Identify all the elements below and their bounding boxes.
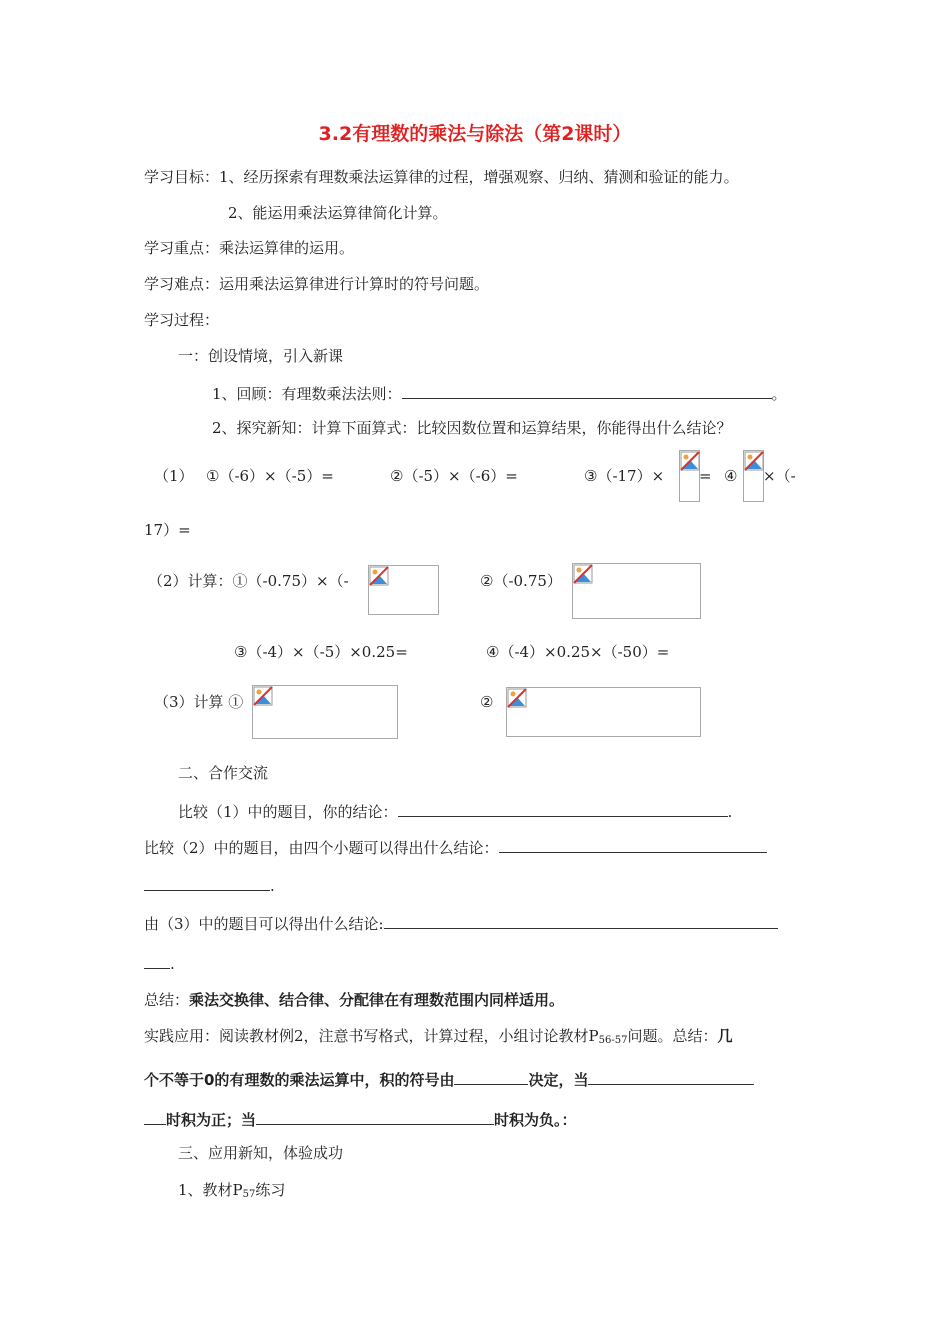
practice-rest: 问题。总结： — [627, 1027, 718, 1045]
compare-1-line — [178, 800, 732, 822]
answer-blank[interactable] — [454, 1068, 528, 1085]
compare-2-wrap — [144, 874, 275, 896]
difficulty: 学习难点：运用乘法运算律进行计算时的符号问题。 — [144, 275, 490, 293]
broken-image-icon — [253, 686, 273, 706]
page-title: 3.2有理数的乘法与除法（第2课时） — [318, 123, 632, 145]
problem-1c: ③（-17）× — [584, 467, 665, 485]
sign-rule-text-2: 决定，当 — [528, 1071, 589, 1089]
learning-goals — [144, 167, 739, 187]
section-2-heading: 二、合作交流 — [178, 764, 269, 782]
review-end: 。 — [771, 385, 787, 403]
goal-2: 2、能运用乘法运算律简化计算。 — [228, 204, 448, 222]
sign-rule-line-1 — [144, 1068, 754, 1090]
answer-blank[interactable] — [499, 836, 767, 853]
problem-1-label: （1） — [154, 467, 194, 485]
compare-3-end: . — [170, 955, 175, 973]
compare-2-text: 比较（2）中的题目，由四个小题可以得出什么结论： — [144, 839, 499, 857]
problem-1b: ②（-5）×（-6）= — [390, 467, 518, 485]
image-placeholder — [679, 450, 700, 502]
broken-image-icon — [573, 564, 593, 584]
sign-rule-text-3: 时积为正；当 — [166, 1111, 257, 1129]
problem-2-label: （2）计算：①（-0.75）×（- — [148, 572, 349, 590]
problem-1c-end: = — [699, 467, 712, 485]
exercise-page: 57 — [242, 1189, 256, 1200]
answer-blank[interactable] — [384, 912, 778, 929]
summary-line — [144, 990, 564, 1010]
image-placeholder — [252, 685, 398, 739]
broken-image-icon — [680, 451, 700, 471]
exercise-text: 1、教材P — [178, 1181, 243, 1199]
compare-2-line — [144, 836, 767, 858]
section-3-heading: 三、应用新知，体验成功 — [178, 1144, 344, 1162]
compare-3-wrap — [144, 952, 175, 974]
problem-1d: ④ — [724, 467, 738, 485]
image-placeholder — [506, 687, 701, 737]
practice-line — [144, 1026, 733, 1051]
compare-3-line — [144, 912, 778, 934]
goal-1: 1、经历探索有理数乘法运算律的过程，增强观察、归纳、猜测和验证的能力。 — [219, 168, 739, 186]
practice-pages: 56-57 — [598, 1035, 628, 1046]
problem-1d-wrap: 17）= — [144, 521, 191, 539]
problem-2b: ②（-0.75） — [480, 572, 562, 590]
answer-blank[interactable] — [144, 1108, 166, 1125]
problem-3-label: （3）计算 ① — [154, 693, 244, 711]
problem-1a: ①（-6）×（-5）= — [206, 467, 334, 485]
summary-text: 乘法交换律、结合律、分配律在有理数范围内同样适用。 — [189, 991, 565, 1009]
compare-2-end: . — [270, 877, 275, 895]
answer-blank[interactable] — [144, 874, 270, 891]
image-placeholder — [743, 450, 764, 502]
sign-rule-text-1: 个不等于0的有理数的乘法运算中，积的符号由 — [144, 1071, 455, 1089]
compare-3-text: 由（3）中的题目可以得出什么结论: — [144, 915, 384, 933]
practice-text: 实践应用：阅读教材例2，注意书写格式，计算过程，小组讨论教材P — [144, 1027, 599, 1045]
compare-1-text: 比较（1）中的题目，你的结论： — [178, 803, 398, 821]
broken-image-icon — [507, 688, 527, 708]
process-label: 学习过程： — [144, 311, 220, 329]
problem-3b: ② — [480, 693, 494, 711]
practice-bold: 几 — [717, 1027, 733, 1045]
summary-label: 总结： — [144, 991, 190, 1009]
exercise-end: 练习 — [255, 1181, 286, 1199]
compare-1-end: . — [727, 803, 733, 821]
broken-image-icon — [744, 451, 764, 471]
answer-blank[interactable] — [144, 952, 170, 969]
explore-line: 2、探究新知：计算下面算式：比较因数位置和运算结果，你能得出什么结论？ — [212, 419, 732, 437]
section-1-heading: 一：创设情境，引入新课 — [178, 347, 344, 365]
answer-blank[interactable] — [588, 1068, 754, 1085]
problem-2c: ③（-4）×（-5）×0.25= — [234, 643, 408, 661]
review-text: 1、回顾：有理数乘法法则： — [212, 385, 402, 403]
problem-2d: ④（-4）×0.25×（-50）= — [486, 643, 670, 661]
exercise-line — [178, 1180, 285, 1205]
answer-blank[interactable] — [398, 800, 728, 817]
answer-blank[interactable] — [256, 1108, 494, 1125]
key-point: 学习重点：乘法运算律的运用。 — [144, 239, 355, 257]
problem-1d-mid: ×（- — [763, 467, 796, 485]
image-placeholder — [368, 565, 439, 615]
answer-blank[interactable] — [402, 382, 772, 399]
broken-image-icon — [369, 566, 389, 586]
sign-rule-text-4: 时积为负。： — [494, 1111, 577, 1129]
image-placeholder — [572, 563, 701, 619]
sign-rule-line-2 — [144, 1108, 577, 1130]
goals-label: 学习目标： — [144, 168, 220, 186]
review-line — [212, 382, 787, 404]
